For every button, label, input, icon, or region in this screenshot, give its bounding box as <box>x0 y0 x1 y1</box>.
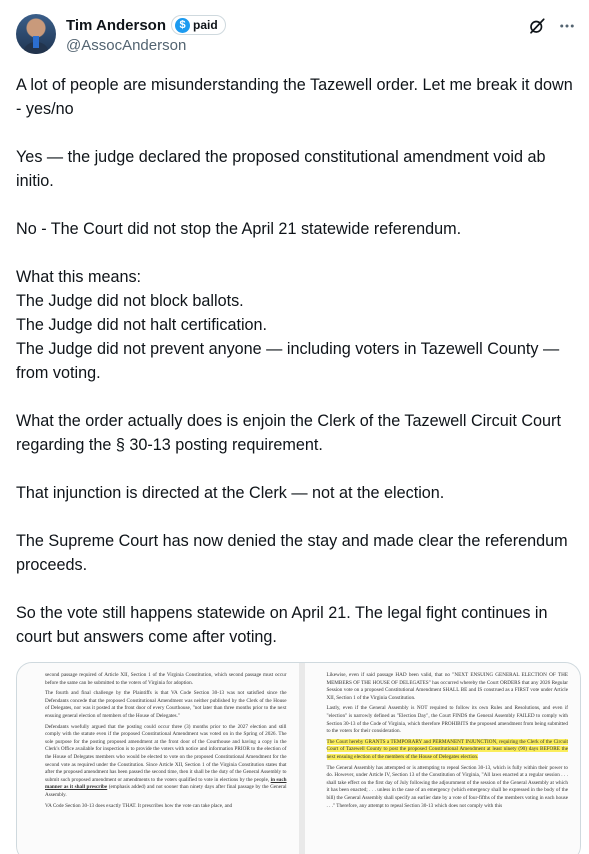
document-text: Defendants woefully argued that the posting could occur three (3) months prior to the 2027 election and still comply with the statute even if the proposed Constitutional Amendment was voted on in the Spring of 2026. The sole purpose for the posting proposed amendment at the front door of the Courthouse and having a copy in the Clerk's Office available for inspection is to provide the voters with notice and information PRIOR to the election of the House of Delegates members who would be elected to vote on the proposed Constitutional Amendment for the second vote as required under the Constitution. Since Article XII, Section 1 of the Virginia Constitution states that after the proposed amendment has been passed the second time, then it shall be the duty of the General Assembly to submit such proposed amendment or amendments to the voters qualified to vote in elections by the people, <box>45 723 287 783</box>
document-underlined-text: in such manner as it shall prescribe <box>45 776 287 791</box>
document-paragraph: second passage required of Article XII, Section 1 of the Virginia Constitution, which second passage must occur before the same can be submitted to the voters of Virginia for adoption. <box>45 672 287 686</box>
more-icon[interactable] <box>557 16 577 36</box>
post-paragraph: That injunction is directed at the Clerk — not at the election. <box>16 484 445 502</box>
post-paragraph: So the vote still happens statewide on April 21. The legal fight continues in court but answers come after voting. <box>16 604 548 646</box>
paid-badge[interactable] <box>171 15 226 35</box>
document-paragraph: VA Code Section 30-13 does exactly THAT. It prescribes how the vote can take place, and <box>45 802 233 809</box>
document-text: (emphasis added) and not sooner than ninety days after final passage by the General Assembly. <box>45 784 287 798</box>
header-actions <box>527 16 577 36</box>
attached-document-image[interactable] <box>16 662 581 854</box>
document-paragraph: Lastly, even if the General Assembly is NOT required to follow its own Rules and Resolutions, and even if "election" is narrowly defined as "Election Day", the Court FINDS the General Assembly FAILED to comply with Section 30-13 of the Code of Virginia, which therefore PROHIBITS the proposed amendment from being submitted to the voters for their consideration. <box>326 705 568 735</box>
document-highlighted-text: The Court hereby GRANTS a TEMPORARY and PERMANENT INJUNCTION, requiring the Clerk of the Circuit Court of Tazewell County to post the proposed Constitutional Amendment at least ninety (90) days BEFORE the next ensuing election of the members of the House of Delegates election. <box>326 738 568 760</box>
dollar-icon: $ <box>175 18 190 33</box>
post-paragraph: What the order actually does is enjoin the Clerk of the Tazewell Circuit Court regarding the § 30-13 posting requirement. <box>16 412 561 454</box>
document-paragraph: The fourth and final challenge by the Plaintiffs is that VA Code Section 30-13 was not satisfied since the Defendants concede that the proposed Constitutional Amendment was neither published by the Clerk of the House of Delegates, nor was it posted at the front door of every Courthouse, "not later than three months prior to the next ensuing general election of members of the House of Delegates." <box>45 690 287 719</box>
document-paragraph: The General Assembly has attempted or is attempting to repeal Section 30-13, which is fully within their power to do. However, under Article IV, Section 13 of the Constitution of Virginia, "All laws enacted at a regular session . . . shall take effect on the first day of July following the adjournment of the session of the General Assembly at which it has been enacted; . . . unless in the case of an emergency (which emergency shall be expressed in the body of the bill) the General Assembly shall specify an earlier date by a vote of four-fifths of the members voting in each house . . ." Therefore, any attempt to repeal Section 30-13 which does not comply with this <box>326 764 568 809</box>
post-paragraph: The Judge did not block ballots. <box>16 292 244 310</box>
author-identity <box>66 14 226 54</box>
document-page-left <box>17 663 299 854</box>
author-name[interactable]: Tim Anderson <box>66 16 167 34</box>
post-paragraph: Yes — the judge declared the proposed constitutional amendment void ab initio. <box>16 148 546 190</box>
document-page-right <box>305 663 581 854</box>
grok-icon[interactable] <box>527 16 547 36</box>
document-paragraph <box>327 739 569 762</box>
post-paragraph: No - The Court did not stop the April 21 statewide referendum. <box>16 220 462 238</box>
post-paragraph: A lot of people are misunderstanding the Tazewell order. Let me break it down - yes/no <box>16 76 573 118</box>
avatar[interactable] <box>16 14 56 54</box>
paid-badge-label: paid <box>193 18 218 32</box>
post-paragraph: The Judge did not halt certification. <box>16 316 268 334</box>
post-paragraph: The Judge did not prevent anyone — including voters in Tazewell County — from voting. <box>16 340 560 382</box>
post-header <box>16 14 577 58</box>
post-paragraph: What this means: <box>16 268 142 286</box>
document-paragraph <box>45 724 287 800</box>
name-row <box>66 14 226 36</box>
post-paragraph: The Supreme Court has now denied the stay and made clear the referendum proceeds. <box>16 532 568 574</box>
post-text <box>16 73 582 673</box>
document-paragraph: Likewise, even if said passage HAD been valid, that no "NEXT ENSUING GENERAL ELECTION OF THE MEMBERS OF THE HOUSE OF DELEGATES" has occurred whereby the Court ORDERS that any 2026 Regular Session vote on a proposed Constitutional Amendment SHALL BE and IS construed as a FIRST vote under Article XII, Section 1 of the Virginia Constitution. <box>326 672 568 701</box>
author-handle[interactable]: @AssocAnderson <box>66 37 187 54</box>
